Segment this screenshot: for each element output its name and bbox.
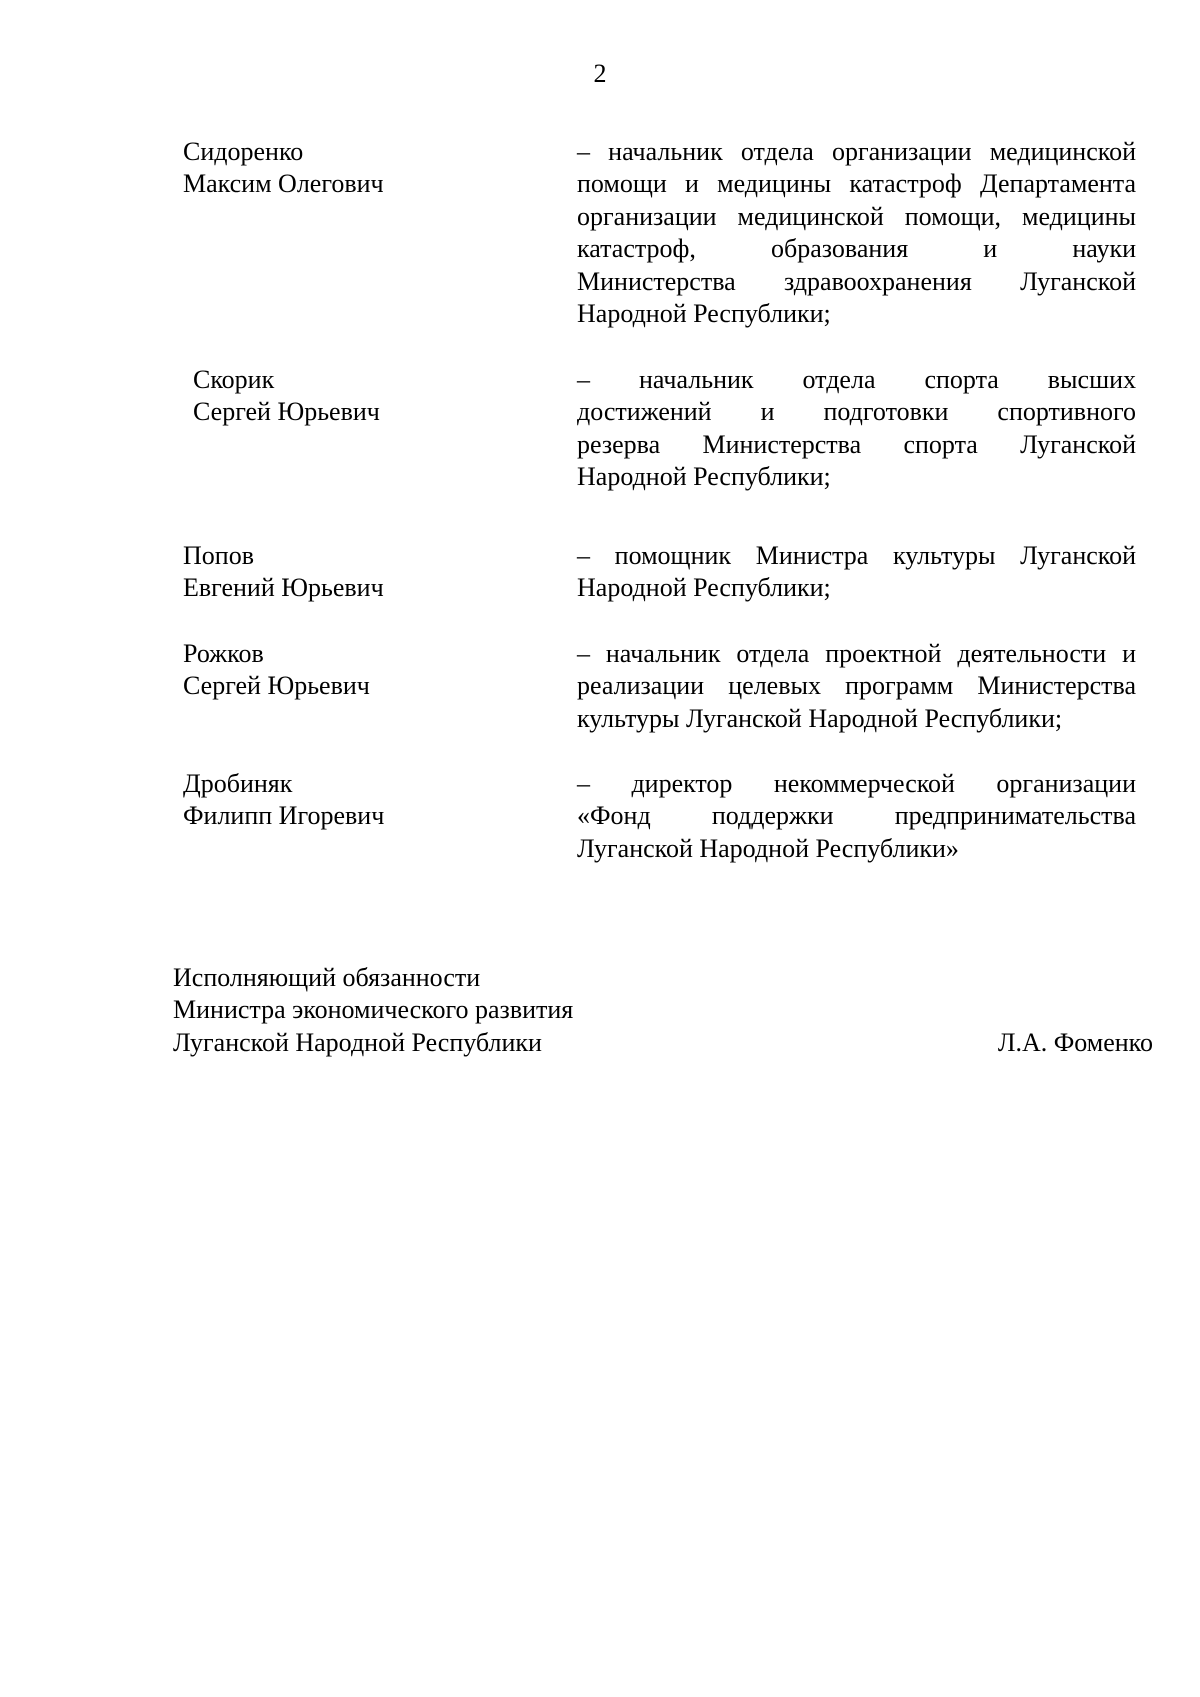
position-line: резерва Министерства спорта Луганской: [577, 429, 1136, 459]
page-number: 2: [593, 59, 607, 88]
position-line: – начальник отдела организации медицинской: [577, 137, 1136, 166]
position-line: культуры Луганской Народной Республики;: [577, 703, 1063, 733]
position-line: катастроф, образования и науки: [577, 234, 1136, 264]
member-given-names: Филипп Игоревич: [183, 801, 385, 831]
member-position: [577, 768, 1136, 865]
member-position: [577, 540, 1136, 605]
position-line: – начальник отдела проектной деятельности и: [577, 639, 1136, 668]
position-line: – начальник отдела спорта высших: [577, 365, 1136, 394]
position-line: достижений и подготовки спортивного: [577, 397, 1136, 427]
signatory-title-line: Исполняющий обязанности: [173, 963, 481, 992]
member-surname: Сидоренко: [183, 137, 304, 166]
position-line: Министерства здравоохранения Луганской: [577, 266, 1136, 296]
position-line: Народной Республики;: [577, 462, 831, 492]
position-line: «Фонд поддержки предпринимательства: [577, 801, 1136, 831]
signatory-title-line: Луганской Народной Республики: [173, 1027, 542, 1057]
position-line: Народной Республики;: [577, 573, 831, 603]
position-line: Народной Республики;: [577, 299, 831, 329]
signatory-title-line: Министра экономического развития: [173, 995, 574, 1025]
member-surname: Рожков: [183, 639, 264, 668]
member-given-names: Максим Олегович: [183, 169, 384, 199]
member-given-names: Сергей Юрьевич: [193, 397, 380, 427]
position-line: организации медицинской помощи, медицины: [577, 201, 1136, 231]
member-position: [577, 364, 1136, 494]
member-given-names: Сергей Юрьевич: [183, 671, 370, 701]
member-given-names: Евгений Юрьевич: [183, 573, 384, 603]
signature-block: [173, 962, 1153, 1059]
member-position: [577, 638, 1136, 735]
member-name: [193, 364, 553, 429]
position-line: – помощник Министра культуры Луганской: [577, 541, 1136, 570]
member-name: [183, 768, 543, 833]
member-surname: Дробиняк: [183, 769, 293, 798]
position-line: реализации целевых программ Министерства: [577, 671, 1136, 701]
signatory-name: Л.А. Фоменко: [997, 1027, 1153, 1057]
member-position: [577, 136, 1136, 330]
position-line: Луганской Народной Республики»: [577, 833, 959, 863]
member-surname: Попов: [183, 541, 254, 570]
member-name: [183, 638, 543, 703]
member-name: [183, 540, 543, 605]
member-surname: Скорик: [193, 365, 275, 394]
member-name: [183, 136, 543, 201]
position-line: – директор некоммерческой организации: [577, 769, 1136, 798]
position-line: помощи и медицины катастроф Департамента: [577, 169, 1136, 199]
